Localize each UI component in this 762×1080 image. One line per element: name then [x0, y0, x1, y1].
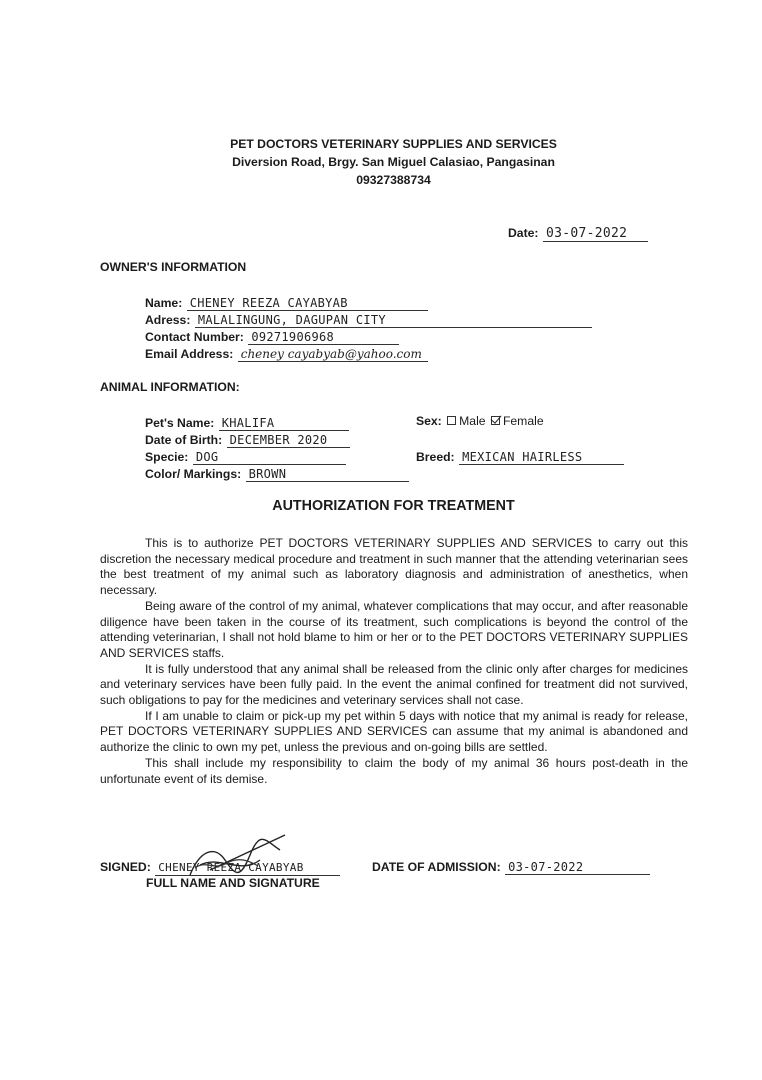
company-name: PET DOCTORS VETERINARY SUPPLIES AND SERVICES: [230, 137, 557, 151]
authorization-paragraph: This is to authorize PET DOCTORS VETERINARY SUPPLIES AND SERVICES to carry out this discretion the necessary medical procedure and treatment in such manner that the attending veterinarian sees the best treatment of my animal such as laboratory diagnosis and administration of anesthetics, when necessary.: [100, 536, 688, 598]
date-label: Date:: [508, 226, 539, 240]
dob-value: DECEMBER 2020: [227, 433, 350, 448]
owner-name-label: Name:: [145, 296, 183, 310]
female-option-label: Female: [502, 414, 544, 428]
sex-label: Sex:: [416, 414, 442, 428]
owner-email-row: [145, 345, 428, 363]
letterhead: [0, 135, 762, 189]
owner-contact-row: [145, 328, 399, 346]
dob-row: [145, 431, 350, 449]
signed-label: SIGNED:: [100, 860, 151, 874]
pet-name-value: KHALIFA: [219, 416, 349, 431]
date-row: [508, 224, 648, 242]
authorization-paragraph: It is fully understood that any animal shall be released from the clinic only after charges for medicines and veterinary services have been fully paid. In the event the animal confined for treatment did not survived, such obligations to pay for the medicines and veterinary services shall not case.: [100, 661, 688, 708]
owner-address-row: [145, 311, 592, 329]
authorization-paragraph: Being aware of the control of my animal, whatever complications that may occur, and after reasonable diligence have been taken in the course of its treatment, such complications is beyond the control of the attending veterinarian, I shall not hold blame to him or her or to the PET DOCTORS VETERINARY SUPPLIES AND SERVICES staffs.: [100, 598, 688, 660]
breed-row: [416, 448, 624, 466]
pet-name-label: Pet's Name:: [145, 416, 215, 430]
owner-email-value: cheney cayabyab@yahoo.com: [238, 347, 428, 362]
color-row: [145, 465, 409, 483]
male-option-label: Male: [459, 414, 486, 428]
company-phone: 09327388734: [356, 173, 431, 187]
specie-value: DOG: [193, 450, 346, 465]
breed-value: MEXICAN HAIRLESS: [459, 450, 624, 465]
owner-name-row: [145, 294, 428, 312]
authorization-paragraph: This shall include my responsibility to claim the body of my animal 36 hours post-death in the unfortunate event of its demise.: [100, 755, 688, 786]
sex-row: [416, 414, 544, 428]
admission-value: 03-07-2022: [505, 860, 650, 875]
owner-section-title: OWNER'S INFORMATION: [100, 260, 247, 274]
color-value: BROWN: [246, 467, 409, 482]
breed-label: Breed:: [416, 450, 455, 464]
owner-contact-label: Contact Number:: [145, 330, 244, 344]
color-label: Color/ Markings:: [145, 467, 242, 481]
company-address: Diversion Road, Brgy. San Miguel Calasiao, Pangasinan: [232, 155, 555, 169]
male-checkbox[interactable]: [447, 416, 456, 425]
animal-section-title: ANIMAL INFORMATION:: [100, 380, 240, 394]
pet-name-row: [145, 414, 349, 432]
dob-label: Date of Birth:: [145, 433, 223, 447]
authorization-paragraph: If I am unable to claim or pick-up my pet within 5 days with notice that my animal is ready for release, PET DOCTORS VETERINARY SUPPLIES AND SERVICES can assume that my animal is abandoned and authorize the clinic to own my pet, unless the previous and on-going bills are settled.: [100, 708, 688, 755]
date-value: 03-07-2022: [543, 227, 648, 242]
specie-label: Specie:: [145, 450, 189, 464]
admission-row: [372, 858, 650, 876]
female-checkbox[interactable]: [491, 416, 500, 425]
owner-address-label: Adress:: [145, 313, 191, 327]
owner-address-value: MALALINGUNG, DAGUPAN CITY: [195, 313, 592, 328]
authorization-body: [100, 536, 688, 787]
owner-contact-value: 09271906968: [248, 330, 399, 345]
owner-email-label: Email Address:: [145, 347, 234, 361]
owner-name-value: CHENEY REEZA CAYABYAB: [187, 296, 428, 311]
admission-label: DATE OF ADMISSION:: [372, 860, 501, 874]
specie-row: [145, 448, 346, 466]
authorization-title: AUTHORIZATION FOR TREATMENT: [272, 498, 515, 514]
signature-caption: FULL NAME AND SIGNATURE: [146, 876, 320, 890]
signed-value: CHENEY REEZA CAYABYAB: [155, 861, 340, 876]
